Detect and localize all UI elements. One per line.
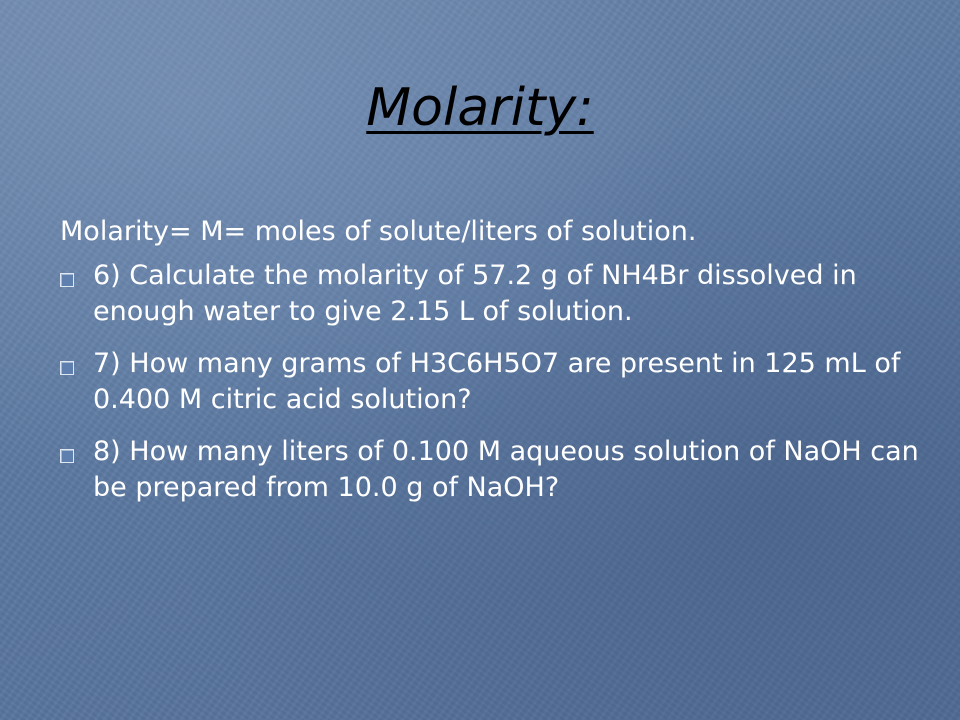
square-bullet-icon: [60, 361, 74, 375]
list-item: [60, 346, 920, 418]
question-text: 8) How many liters of 0.100 M aqueous solution of NaOH can be prepared from 10.0 g of NaOH?: [93, 436, 919, 503]
square-bullet-icon: [60, 273, 74, 287]
molarity-definition: Molarity= M= moles of solute/liters of solution.: [60, 216, 697, 247]
question-list: [60, 258, 920, 506]
question-text: 7) How many grams of H3C6H5O7 are present in 125 mL of 0.400 M citric acid solution?: [93, 348, 901, 415]
square-bullet-icon: [60, 449, 74, 463]
slide-body: [60, 214, 920, 522]
question-text: 6) Calculate the molarity of 57.2 g of NH4Br dissolved in enough water to give 2.15 L of solution.: [93, 260, 857, 327]
list-item: [60, 258, 920, 330]
list-item: [60, 434, 920, 506]
slide-title: Molarity:: [366, 78, 594, 138]
